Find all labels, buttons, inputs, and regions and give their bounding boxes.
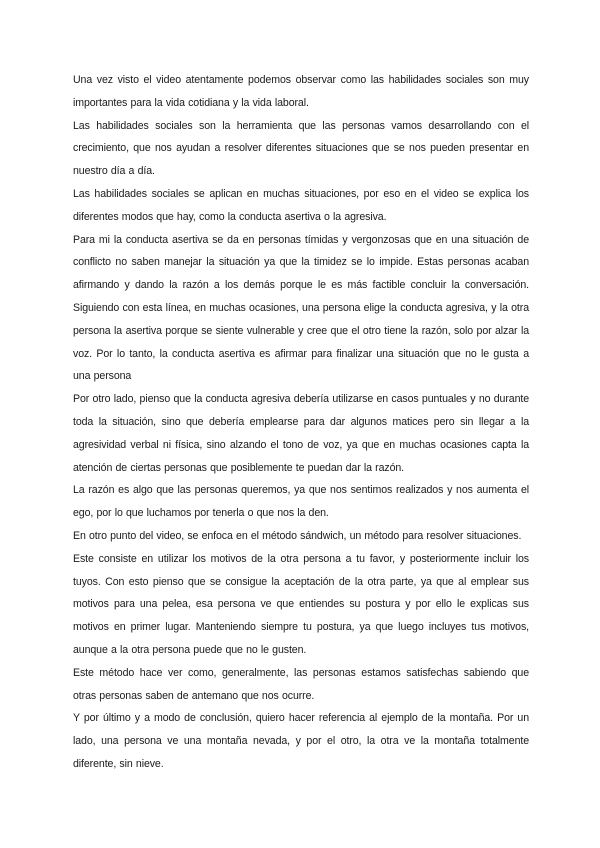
paragraph-conclusion: Y por último y a modo de conclusión, quiero hacer referencia al ejemplo de la montaña. Por un lado, una persona ve una montaña nevada, y por el otro, la otra ve la montaña totalmente diferente, sin nieve. (73, 712, 529, 770)
paragraph-introduction: Una vez visto el video atentamente podemos observar como las habilidades sociales son muy importantes para la vida cotidiana y la vida laboral. (73, 74, 529, 109)
paragraph-sandwich-explanation: Este consiste en utilizar los motivos de la otra persona a tu favor, y posteriormente incluir los tuyos. Con esto pienso que se consigue la aceptación de la otra parte, ya que al emplear sus motivos para una pelea, esa persona ve que entiendes su postura y por ello le explicas sus motivos en primer lugar. Manteniendo siempre tu postura, ya que luego incluyes tus motivos, aunque a la otra persona puede que no le gusten. (73, 552, 529, 656)
paragraph-behavior-modes: Las habilidades sociales se aplican en muchas situaciones, por eso en el video se explica los diferentes modos que hay, como la conducta asertiva o la agresiva. (73, 187, 529, 223)
paragraph-satisfaction: Este método hace ver como, generalmente, las personas estamos satisfechas sabiendo que otras personas saben de antemano que nos ocurre. (73, 666, 529, 702)
paragraph-social-skills-definition: Las habilidades sociales son la herramienta que las personas vamos desarrollando con el crecimiento, que nos ayudan a resolver diferentes situaciones que se nos pueden presentar en nuestro día a día. (73, 119, 529, 178)
paragraph-reason: La razón es algo que las personas queremos, ya que nos sentimos realizados y nos aumenta el ego, por lo que luchamos por tenerla o que nos la den. (73, 484, 529, 520)
document-body (73, 69, 529, 776)
paragraph-assertive-behavior: Para mi la conducta asertiva se da en personas tímidas y vergonzosas que en una situación de conflicto no saben manejar la situación ya que la timidez se lo impide. Estas personas acaban afirmando y dando la razón a los demás porque le es más factible concluir la conversación. Siguiendo con esta línea, en muchas ocasiones, una persona elige la conducta agresiva, y la otra persona la asertiva porque se siente vulnerable y cree que el otro tiene la razón, solo por alzar la voz. Por lo tanto, la conducta asertiva es afirmar para finalizar una situación que no le gusta a una persona (73, 233, 529, 383)
paragraph-aggressive-behavior: Por otro lado, pienso que la conducta agresiva debería utilizarse en casos puntuales y no durante toda la situación, sino que debería emplearse para dar algunos matices pero sin llegar a la agresividad verbal ni física, sino alzando el tono de voz, ya que en muchas ocasiones capta la atención de ciertas personas que posiblemente te puedan dar la razón. (73, 393, 529, 474)
paragraph-sandwich-method: En otro punto del video, se enfoca en el método sándwich, un método para resolver situaciones. (73, 529, 522, 542)
